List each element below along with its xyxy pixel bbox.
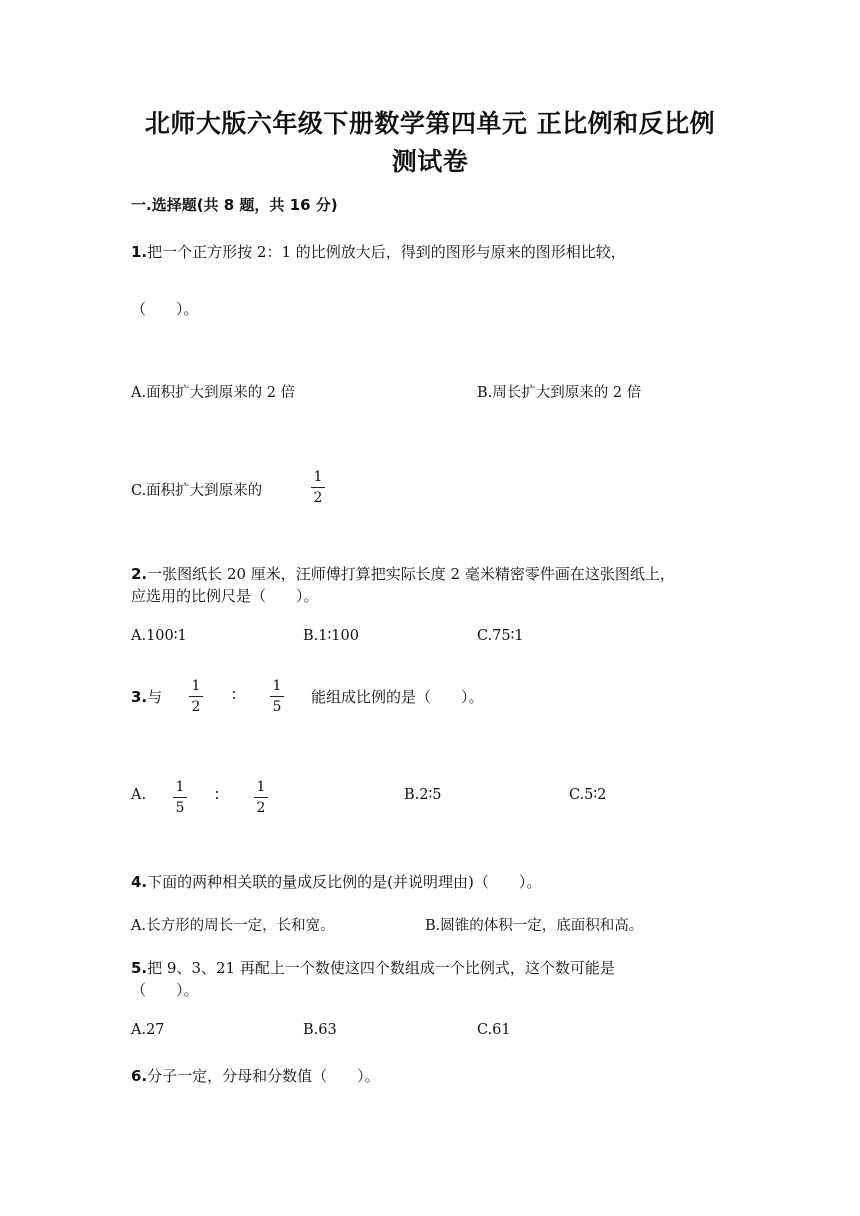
q3-fraction-1	[189, 679, 203, 714]
fraction-denominator: 2	[256, 800, 266, 816]
q1-option-c-fraction	[311, 470, 325, 505]
question-2	[131, 563, 675, 584]
q1-option-a: A.面积扩大到原来的 2 倍	[131, 385, 296, 401]
q2-option-c: C.75∶1	[477, 628, 524, 644]
fraction-numerator: 1	[256, 779, 266, 795]
fraction-numerator: 1	[313, 469, 323, 485]
fraction-bar	[189, 696, 203, 697]
q3-option-b: B.2∶5	[404, 787, 442, 803]
q4-option-a: A.长方形的周长一定，长和宽。	[131, 918, 335, 934]
q2-option-b: B.1∶100	[303, 628, 359, 644]
q3-ratio-colon: ∶	[232, 686, 236, 704]
q5-option-a: A.27	[131, 1022, 165, 1038]
fraction-denominator: 5	[272, 699, 282, 715]
fraction-denominator: 5	[175, 800, 185, 816]
q3-option-a: A.	[131, 787, 147, 803]
q2-option-a: A.100∶1	[131, 628, 187, 644]
question-6	[131, 1065, 380, 1086]
q5-option-c: C.61	[477, 1022, 511, 1038]
fraction-bar	[254, 797, 268, 798]
section-header: 一.选择题(共 8 题，共 16 分)	[131, 196, 338, 214]
fraction-numerator: 1	[191, 678, 201, 694]
question-2-line2: 应选用的比例尺是（ ）。	[131, 587, 319, 605]
q3-option-a-fraction-2	[254, 780, 268, 815]
question-text: 下面的两种相关联的量成反比例的是(并说明理由)（ ）。	[147, 873, 542, 891]
fraction-bar	[311, 487, 325, 488]
fraction-denominator: 2	[191, 699, 201, 715]
question-number: 6.	[131, 1067, 148, 1085]
page-title-line1: 北师大版六年级下册数学第四单元 正比例和反比例	[144, 109, 716, 138]
page-title-line2: 测试卷	[391, 147, 469, 176]
q4-option-b: B.圆锥的体积一定，底面积和高。	[425, 918, 644, 934]
q3-option-a-fraction-1	[173, 780, 187, 815]
question-text: 把一个正方形按 2：1 的比例放大后，得到的图形与原来的图形相比较，	[147, 243, 626, 261]
question-number: 3.	[131, 688, 148, 706]
question-1-blank: （ ）。	[131, 300, 199, 318]
fraction-bar	[270, 696, 284, 697]
question-number: 1.	[131, 243, 148, 261]
question-4	[131, 871, 541, 892]
question-number: 2.	[131, 565, 148, 583]
question-number: 5.	[131, 959, 148, 977]
question-5-blank: （ ）。	[131, 981, 199, 999]
fraction-bar	[173, 797, 187, 798]
q1-option-c: C.面积扩大到原来的	[131, 483, 263, 499]
question-3-prefix	[131, 686, 162, 707]
fraction-numerator: 1	[175, 779, 185, 795]
q5-option-b: B.63	[303, 1022, 337, 1038]
question-pre-text: 与	[147, 688, 163, 706]
q1-option-b: B.周长扩大到原来的 2 倍	[477, 385, 642, 401]
fraction-denominator: 2	[313, 490, 323, 506]
q3-fraction-2	[270, 679, 284, 714]
question-text: 分子一定，分母和分数值（ ）。	[147, 1067, 380, 1085]
question-number: 4.	[131, 873, 148, 891]
q3-option-c: C.5∶2	[569, 787, 607, 803]
question-text: 把 9、3、21 再配上一个数使这四个数组成一个比例式，这个数可能是	[147, 959, 615, 977]
question-1	[131, 241, 626, 262]
q3-option-a-colon: ∶	[215, 786, 219, 804]
question-5	[131, 957, 615, 978]
fraction-numerator: 1	[272, 678, 282, 694]
question-text: 一张图纸长 20 厘米，汪师傅打算把实际长度 2 毫米精密零件画在这张图纸上，	[147, 565, 675, 583]
question-3-text: 能组成比例的是（ ）。	[311, 688, 484, 706]
